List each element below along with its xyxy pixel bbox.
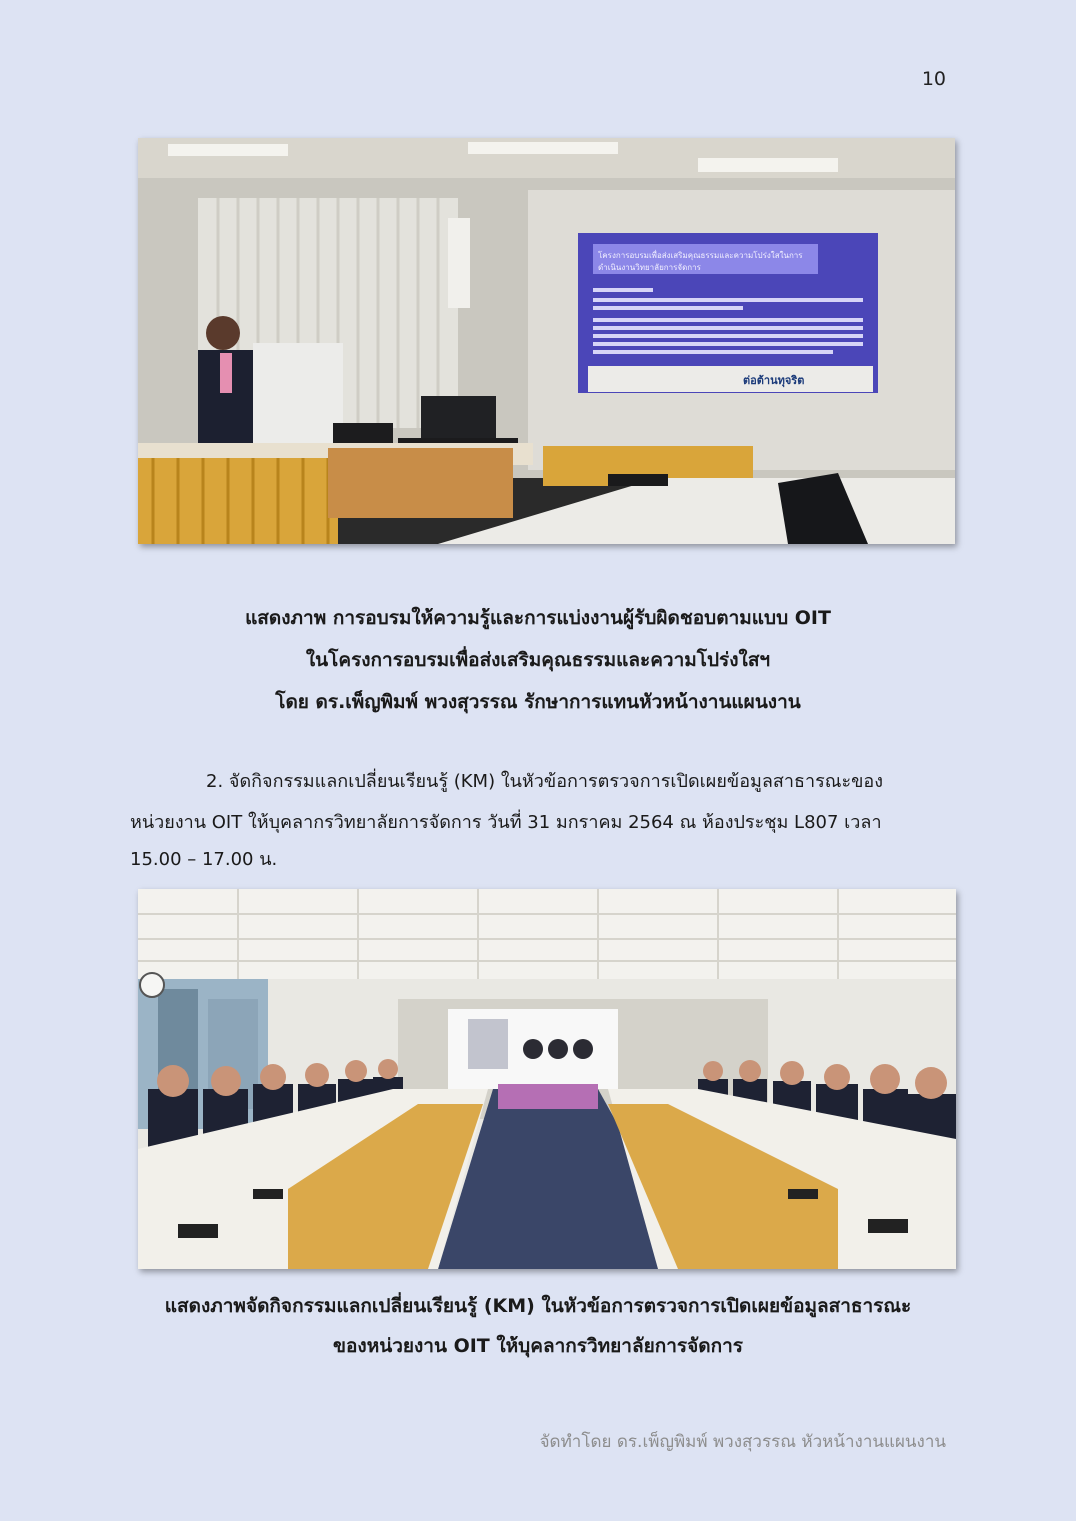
training-photo-illustration bbox=[138, 138, 955, 544]
training-photo bbox=[138, 138, 955, 544]
caption1-line3: โดย ดร.เพ็ญพิมพ์ พวงสุวรรณ รักษาการแทนหัวหน้างานแผนงาน bbox=[275, 691, 801, 713]
km-group-photo-illustration bbox=[138, 889, 956, 1269]
caption1-line2: ในโครงการอบรมเพื่อส่งเสริมคุณธรรมและความโปร่งใสฯ bbox=[305, 649, 771, 671]
slide-subtitle: ดำเนินงานวิทยาลัยการจัดการ bbox=[598, 263, 701, 272]
slide-logo-text: ต่อต้านทุจริต bbox=[743, 374, 805, 387]
footer-credit: จัดทำโดย ดร.เพ็ญพิมพ์ พวงสุวรรณ หัวหน้างานแผนงาน bbox=[539, 1432, 946, 1452]
slide-title: โครงการอบรมเพื่อส่งเสริมคุณธรรมและความโปร่งใสในการ bbox=[598, 251, 803, 260]
caption1-line1: แสดงภาพ การอบรมให้ความรู้และการแบ่งงานผู้รับผิดชอบตามแบบ OIT bbox=[245, 607, 831, 629]
km-group-photo bbox=[138, 889, 956, 1269]
paragraph-line3: 15.00 – 17.00 น. bbox=[130, 849, 278, 870]
caption2-line2: ของหน่วยงาน OIT ให้บุคลากรวิทยาลัยการจัดการ bbox=[333, 1335, 743, 1357]
caption2-line1: แสดงภาพจัดกิจกรรมแลกเปลี่ยนเรียนรู้ (KM) ในหัวข้อการตรวจการเปิดเผยข้อมูลสาธารณะ bbox=[164, 1295, 912, 1317]
page-number: 10 bbox=[921, 68, 946, 90]
paragraph-line2: หน่วยงาน OIT ให้บุคลากรวิทยาลัยการจัดการ วันที่ 31 มกราคม 2564 ณ ห้องประชุม L807 เวลา bbox=[130, 812, 882, 833]
paragraph-line1: 2. จัดกิจกรรมแลกเปลี่ยนเรียนรู้ (KM) ในหัวข้อการตรวจการเปิดเผยข้อมูลสาธารณะของ bbox=[206, 771, 884, 792]
